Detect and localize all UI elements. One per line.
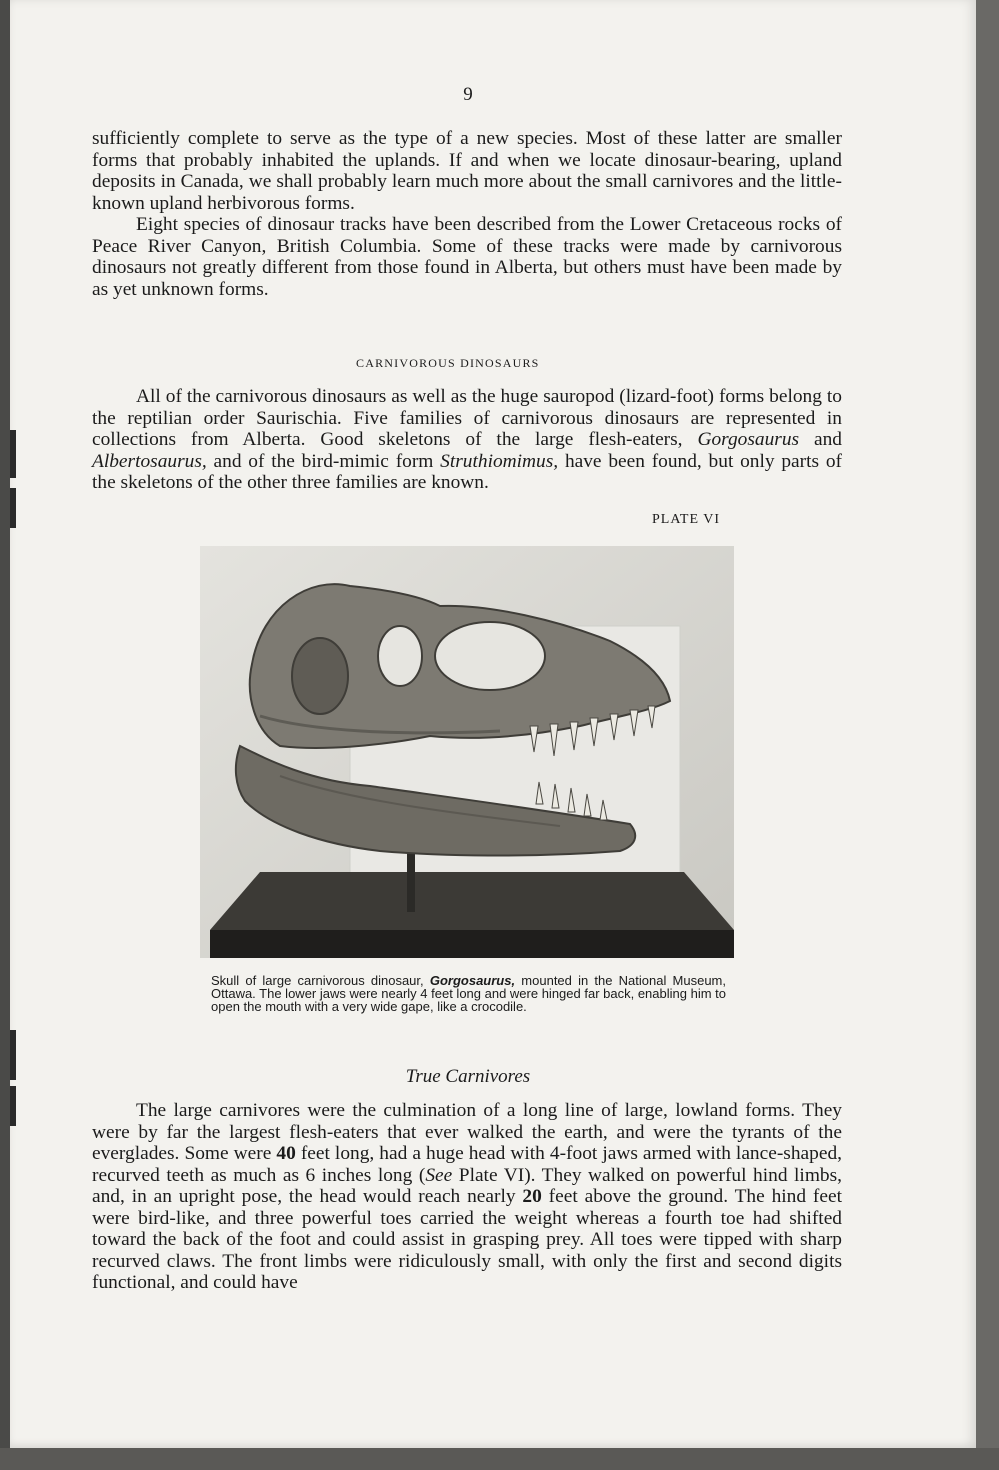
genus-albertosaurus: Albertosaurus,: [92, 450, 207, 472]
caption-text: mounted in the National Museum, Ottawa. The lower jaws were nearly 4 feet long and were hinged far back, enabling him to open the mouth with a very wide gape, like a crocodile.: [211, 973, 726, 1014]
section-heading: CARNIVOROUS DINOSAURS: [356, 356, 540, 370]
text-run: and: [813, 429, 842, 450]
genus-gorgosaurus: Gorgosaurus: [697, 429, 800, 450]
page-edge-right: [976, 0, 999, 1448]
number-20: 20: [522, 1186, 542, 1207]
text-run: feet above the ground. The hind feet were bird-like, and three powerful toes carried the weight whereas a fourth toe had shifted toward the back of the foot and could assist in grasping prey. All toes were tipped with sharp recurved claws. The front limbs were ridiculously small, with only the first and second digits functional, and could have: [92, 1186, 842, 1293]
temporal-opening: [292, 638, 348, 714]
skull-fenestra: [435, 622, 545, 690]
display-base-top: [210, 872, 734, 930]
mount-post: [407, 846, 415, 912]
section-text: [92, 386, 842, 494]
binding-mark: [10, 430, 16, 478]
subheading-true-carnivores: True Carnivores: [405, 1066, 531, 1087]
plate-label: PLATE VI: [652, 512, 721, 527]
binding-mark: [10, 1086, 16, 1126]
intro-text: [92, 128, 842, 300]
paragraph-carnivorous: [92, 386, 842, 494]
plate-caption: [211, 974, 726, 1013]
text-run: and of the bird-mimic form: [213, 450, 434, 472]
caption-genus: Gorgosaurus,: [429, 973, 516, 988]
plate-photo: [200, 546, 734, 958]
skull-illustration: [200, 546, 734, 958]
text-run: have been found, but only parts of the skeletons of the other three families are known.: [92, 450, 842, 493]
text-run: All of the carnivorous dinosaurs as well as the huge sauropod (lizard-foot) forms belong to the reptilian order Saurischia. Five families of carnivorous dinosaurs are represented in collections from Alberta. Good skeletons of the large flesh-eaters,: [92, 386, 842, 450]
paragraph-intro-2: Eight species of dinosaur tracks have been described from the Lower Cretaceous rocks of Peace River Canyon, British Columbia. Some of these tracks were made by carnivorous dinosaurs not greatly different from those found in Alberta, but others must have been made by as yet unknown forms.: [92, 214, 842, 300]
true-carnivores-text: [92, 1100, 842, 1294]
text-run: The large carnivores were the culmination of a long line of large, lowland forms. They were by far the largest flesh-eaters that ever walked the earth, and were the tyrants of the everglades. Some were: [92, 1100, 842, 1164]
binding-mark: [10, 488, 16, 528]
display-base-front: [210, 930, 734, 958]
genus-struthiomimus: Struthiomimus,: [440, 450, 559, 472]
page-edge-bottom: [0, 1448, 999, 1470]
see-italic: See: [425, 1164, 453, 1186]
page-number: 9: [463, 84, 473, 105]
text-run: Plate VI). They walked on powerful hind limbs, and, in an upright pose, the head would reach nearly: [92, 1164, 842, 1207]
text-run: feet long, had a huge head with 4-foot jaws armed with lance-shaped, recurved teeth as much as 6 inches long (: [92, 1143, 842, 1186]
eye-socket: [378, 626, 422, 686]
caption-text: Skull of large carnivorous dinosaur,: [211, 973, 424, 988]
paragraph-intro-1: sufficiently complete to serve as the type of a new species. Most of these latter are smaller forms that probably inhabited the uplands. If and when we locate dinosaur-bearing, upland deposits in Canada, we shall probably learn much more about the small carnivores and the little-known upland herbivorous forms.: [92, 128, 842, 214]
paragraph-true-carnivores: [92, 1100, 842, 1294]
number-40: 40: [276, 1143, 296, 1164]
